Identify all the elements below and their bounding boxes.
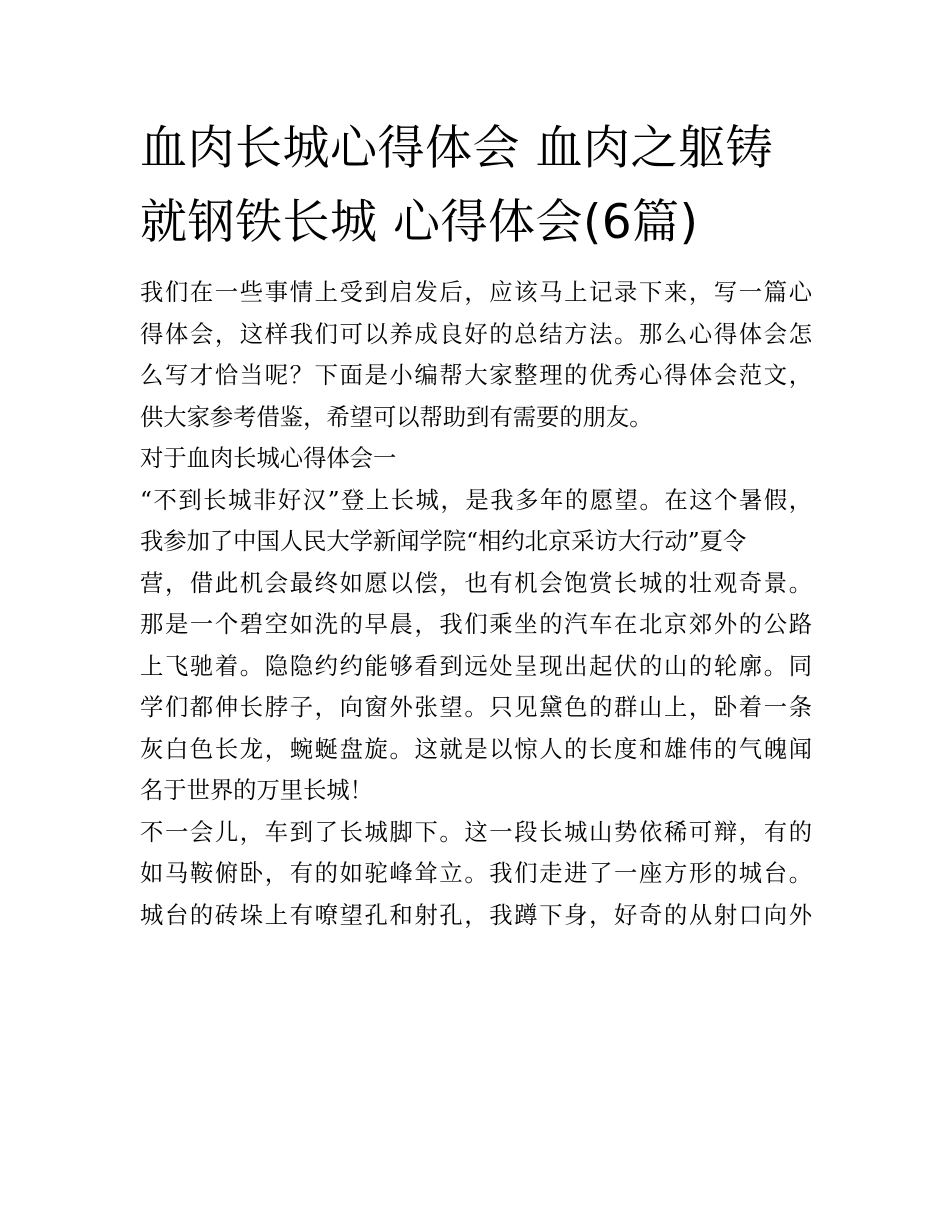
text-line: 我参加了中国人民大学新闻学院“相约北京采访大行动”夏令 bbox=[140, 528, 747, 555]
text-line: 我们在一些事情上受到启发后，应该马上记录下来，写一篇心 bbox=[140, 279, 812, 306]
intro-paragraph bbox=[140, 272, 812, 438]
text-line: 灰白色长龙，蜿蜒盘旋。这就是以惊人的长度和雄伟的气魄闻 bbox=[140, 735, 812, 763]
text-line: 上飞驰着。隐隐约约能够看到远处呈现出起伏的山的轮廓。同 bbox=[140, 652, 812, 680]
section-heading bbox=[140, 438, 812, 480]
body-paragraph bbox=[140, 812, 812, 937]
document-title bbox=[140, 112, 812, 260]
text-line: 营，借此机会最终如愿以偿，也有机会饱赏长城的壮观奇景。 bbox=[140, 569, 812, 597]
text-line: “不到长城非好汉”登上长城，是我多年的愿望。在这个暑假， bbox=[140, 486, 812, 514]
text-line: 不一会儿，车到了长城脚下。这一段长城山势依稀可辩，有的 bbox=[140, 818, 812, 846]
text-line: 如马鞍俯卧，有的如驼峰耸立。我们走进了一座方形的城台。 bbox=[140, 860, 812, 887]
document-body bbox=[140, 272, 812, 936]
body-paragraph bbox=[140, 480, 812, 812]
text-line: 对于血肉长城心得体会一 bbox=[140, 445, 397, 472]
text-line: 得体会，这样我们可以养成良好的总结方法。那么心得体会怎 bbox=[140, 320, 812, 348]
title-line: 血肉长城心得体会 血肉之躯铸 bbox=[140, 121, 773, 176]
text-line: 么写才恰当呢？下面是小编帮大家整理的优秀心得体会范文， bbox=[140, 362, 812, 389]
text-line: 那是一个碧空如洗的早晨，我们乘坐的汽车在北京郊外的公路 bbox=[140, 611, 812, 638]
text-line: 城台的砖垛上有嘹望孔和射孔，我蹲下身，好奇的从射口向外 bbox=[140, 901, 812, 929]
text-line: 名于世界的万里长城！ bbox=[140, 777, 373, 804]
title-line: 就钢铁长城 心得体会(6篇) bbox=[140, 195, 699, 250]
text-line: 供大家参考借鉴，希望可以帮助到有需要的朋友。 bbox=[140, 403, 653, 431]
document-page bbox=[140, 112, 812, 936]
text-line: 学们都伸长脖子，向窗外张望。只见黛色的群山上，卧着一条 bbox=[140, 694, 812, 721]
